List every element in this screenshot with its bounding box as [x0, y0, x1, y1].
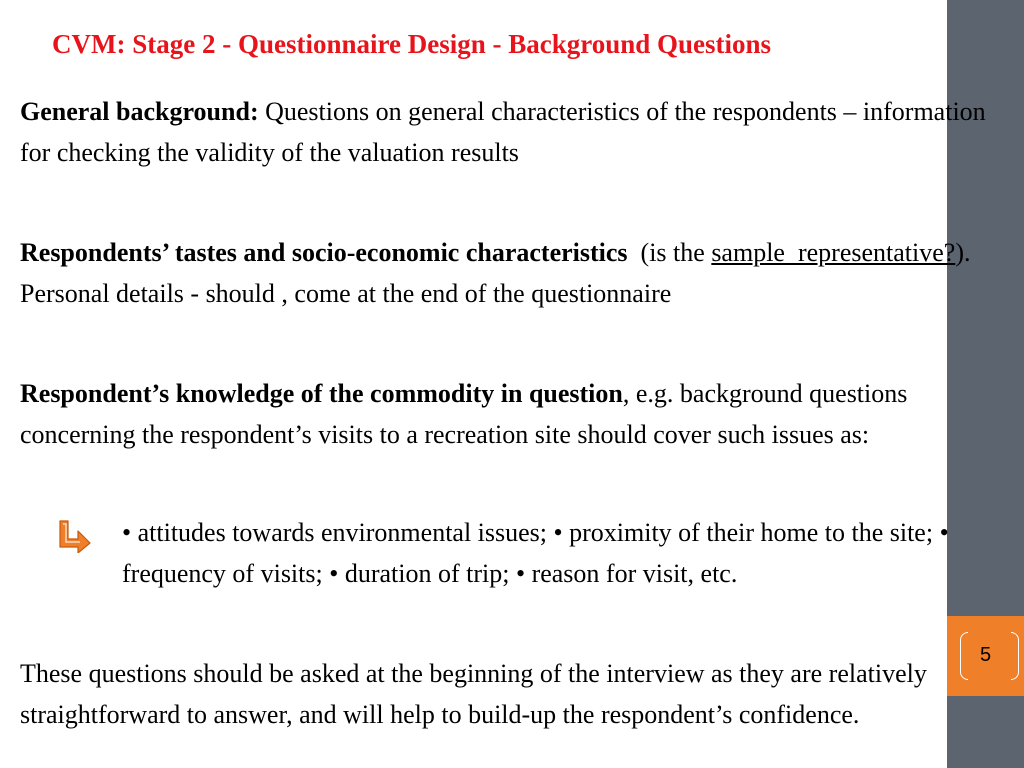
paragraph-respondent-knowledge — [20, 374, 1002, 455]
general-background-text: Questions on general characteristics of the respondents – information for checking the validity of the valuation results — [20, 97, 986, 167]
respondents-tastes-text-after: ). Personal details - should , come at the end of the questionnaire — [20, 238, 971, 308]
respondent-knowledge-heading: Respondent’s knowledge of the commodity in question — [20, 379, 623, 408]
paragraph-general-background — [20, 92, 1002, 173]
arrow-turn-right-icon — [58, 519, 92, 553]
slide-title: CVM: Stage 2 - Questionnaire Design - Background Questions — [52, 29, 772, 59]
respondents-tastes-text-before: (is the — [627, 238, 712, 267]
paragraph-respondents-tastes — [20, 233, 1002, 314]
issues-bullet-list: • attitudes towards environmental issues; • proximity of their home to the site; • frequency of visits; • duration of trip; • reason for visit, etc. — [122, 518, 949, 588]
right-bracket-decoration — [1011, 632, 1019, 680]
respondent-knowledge-text: , e.g. background questions concerning the respondent’s visits to a recreation site should cover such issues as: — [20, 379, 908, 449]
respondents-tastes-heading: Respondents’ tastes and socio-economic characteristics — [20, 238, 628, 267]
page-number: 5 — [979, 644, 992, 666]
paragraph-closing: These questions should be asked at the beginning of the interview as they are relatively straightforward to answer, and will help to build-up the respondent’s confidence. — [20, 659, 927, 729]
sample-representative-underlined: sample representative? — [711, 238, 956, 267]
general-background-heading: General background: — [20, 97, 259, 126]
